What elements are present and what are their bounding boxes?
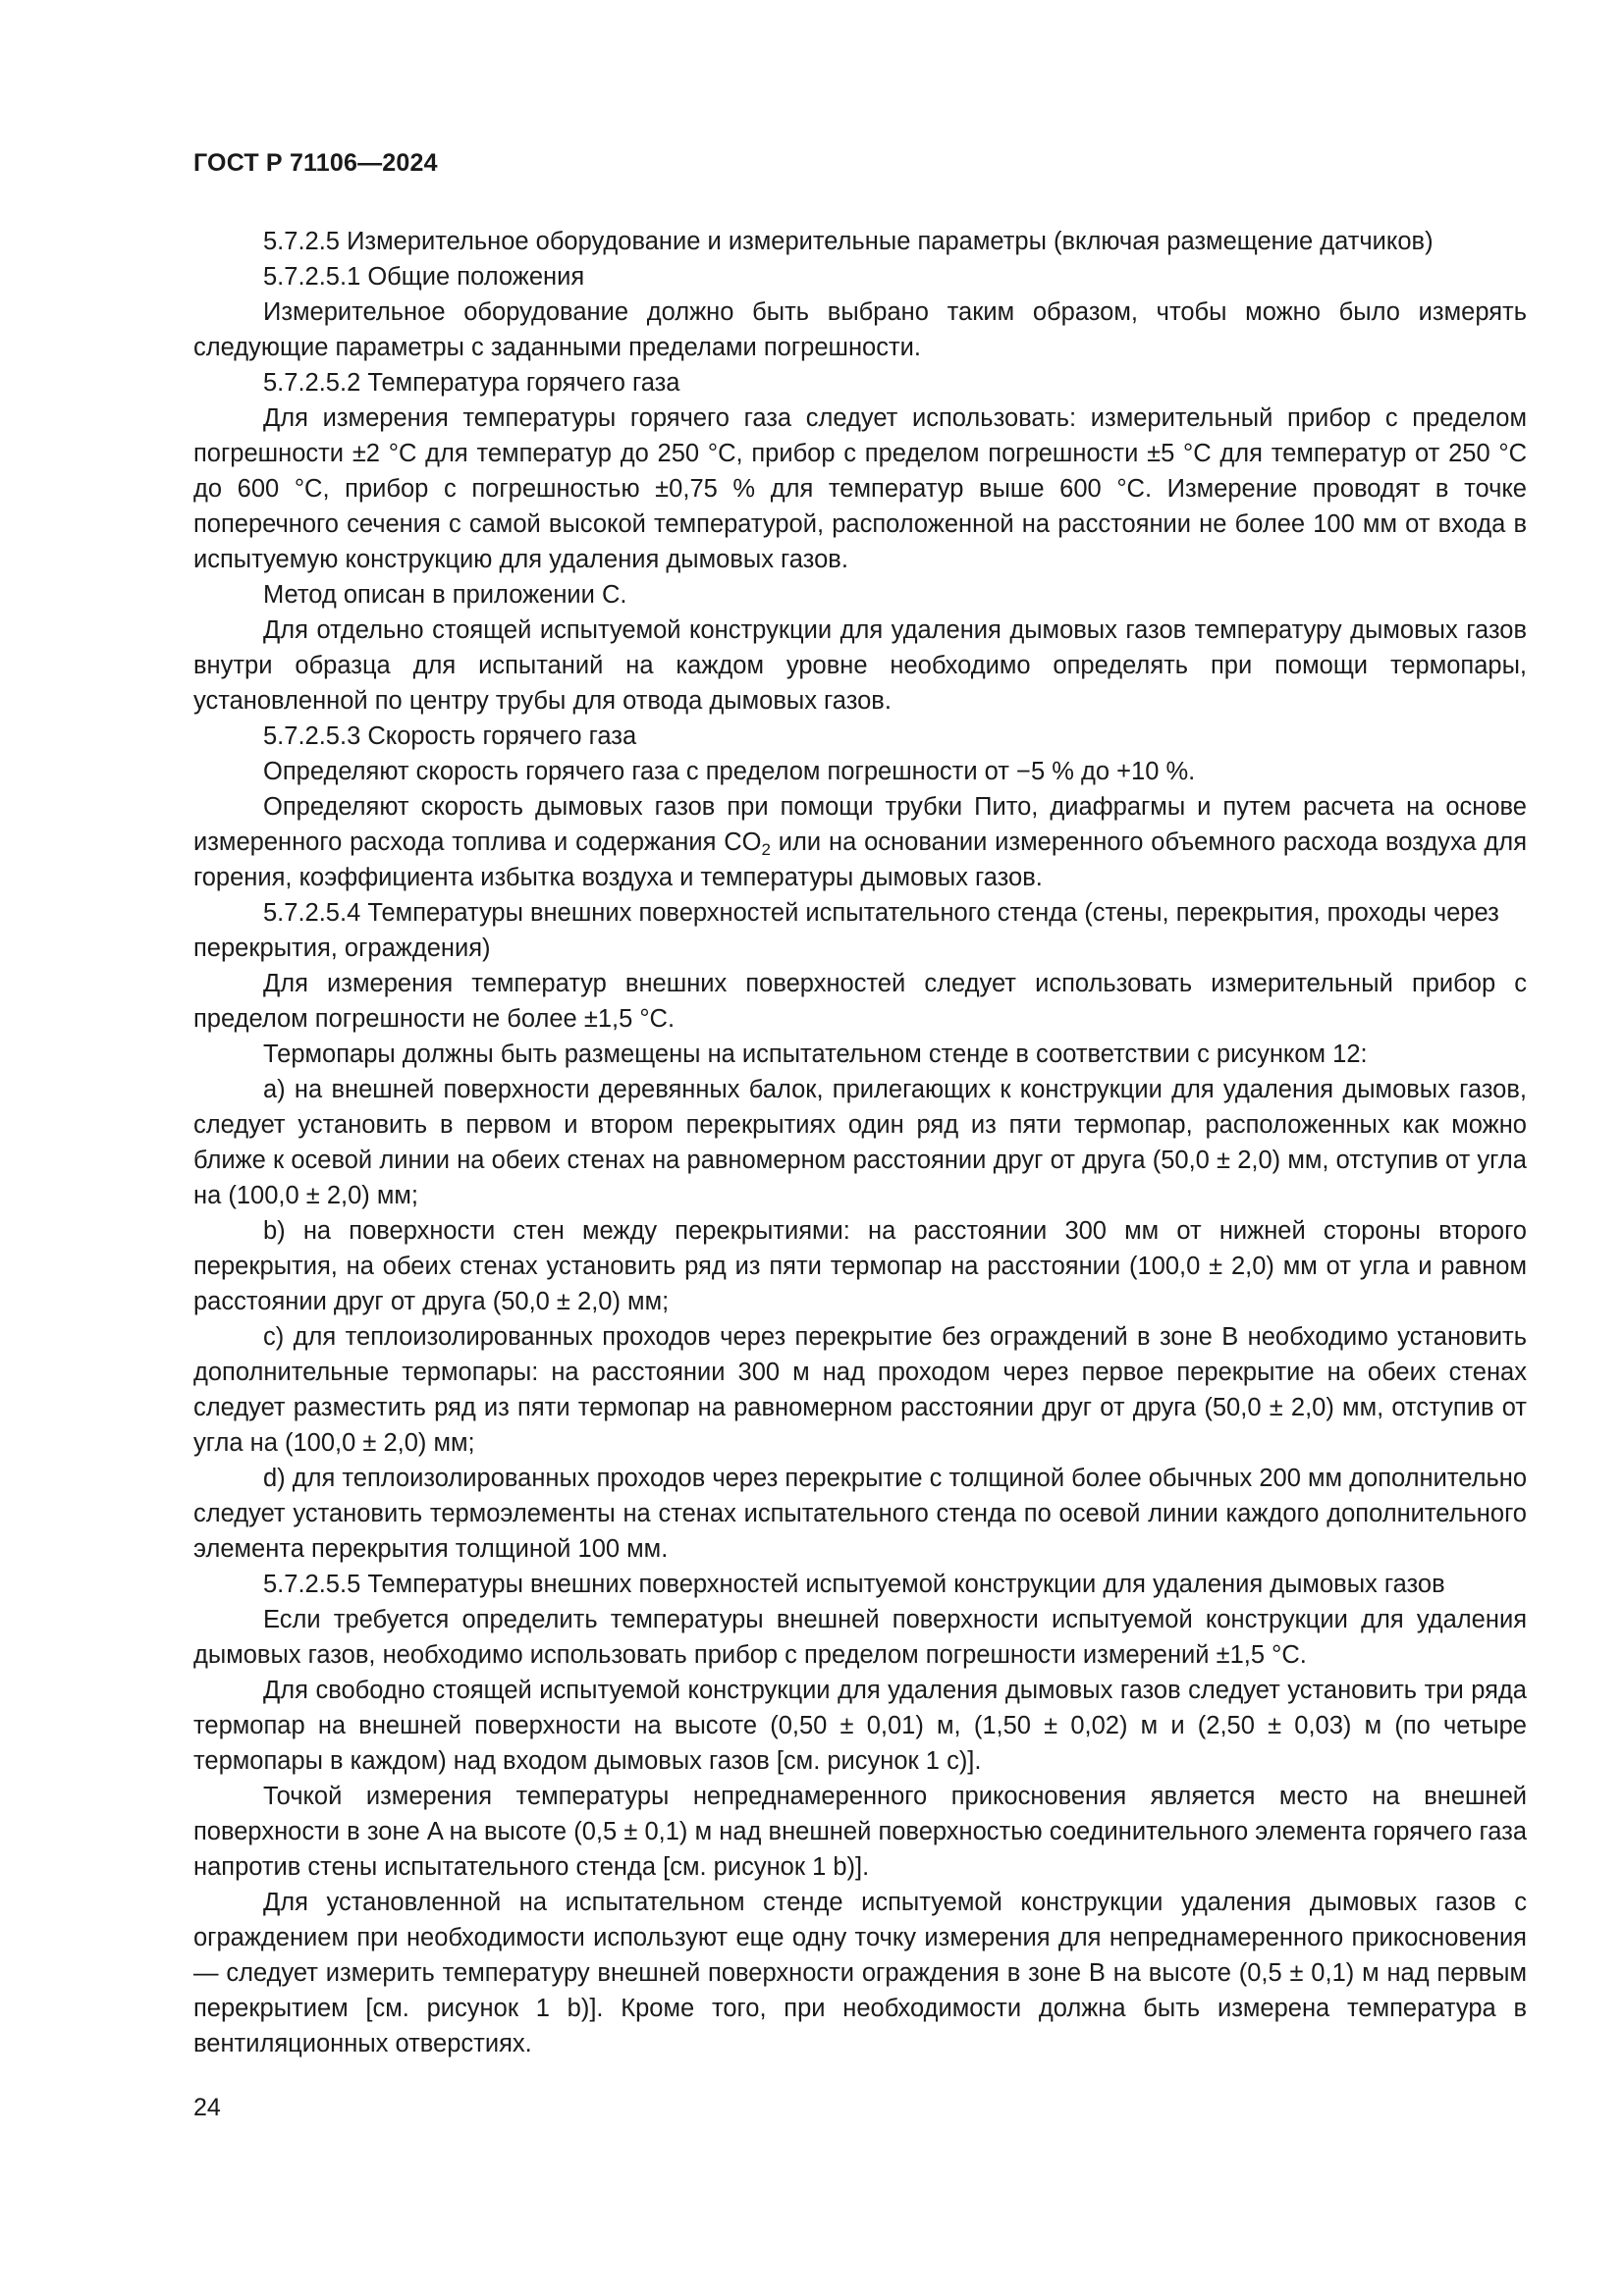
list-item: d) для теплоизолированных проходов через перекрытие с толщиной более обычных 200 мм дополнительно следует установить термоэлементы на стенах испытательного стенда по осевой линии каждого дополнительного элемента перекрытия толщиной 100 мм. [193, 1465, 1527, 1563]
paragraph-text: Определяют скорость дымовых газов при помощи трубки Пито, диафрагмы и путем расчета на основе измеренного расхода топлива и содержания CO [193, 793, 1527, 856]
paragraph: Для измерения температуры горячего газа следует использовать: измерительный прибор с пределом погрешности ±2 °C для температур до 250 °C, прибор с пределом погрешности ±5 °C для температур от 250 °C до 600 °C, прибор с погрешностью ±0,75 % для температур выше 600 °C. Измерение проводят в точке поперечного сечения с самой высокой температурой, расположенной на расстоянии не более 100 мм от входа в испытуемую конструкцию для удаления дымовых газов. [193, 404, 1527, 573]
list-item: c) для теплоизолированных проходов через перекрытие без ограждений в зоне B необходимо установить дополнительные термопары: на расстоянии 300 м над проходом через первое перекрытие на обеих стенах следует разместить ряд из пяти термопар на равномерном расстоянии друг от друга (50,0 ± 2,0) мм, отступив от угла на (100,0 ± 2,0) мм; [193, 1323, 1527, 1457]
paragraph: Точкой измерения температуры непреднамеренного прикосновения является место на внешней поверхности в зоне A на высоте (0,5 ± 0,1) м над внешней поверхностью соединительного элемента горячего газа напротив стены испытательного стенда [см. рисунок 1 b)]. [193, 1783, 1527, 1881]
paragraph: Для установленной на испытательном стенде испытуемой конструкции удаления дымовых газов с ограждением при необходимости используют еще одну точку измерения для непреднамеренного прикосновения — следует измерить температуру внешней поверхности ограждения в зоне B на высоте (0,5 ± 0,1) м над первым перекрытием [см. рисунок 1 b)]. Кроме того, при необходимости должна быть измерена температура в вентиляционных отверстиях. [193, 1889, 1527, 2057]
paragraph: Определяют скорость горячего газа с пределом погрешности от −5 % до +10 %. [263, 758, 1196, 785]
clause-heading: 5.7.2.5.5 Температуры внешних поверхностей испытуемой конструкции для удаления дымовых газов [263, 1571, 1445, 1598]
paragraph: Для отдельно стоящей испытуемой конструкции для удаления дымовых газов температуру дымовых газов внутри образца для испытаний на каждом уровне необходимо определять при помощи термопары, установленной по центру трубы для отвода дымовых газов. [193, 616, 1527, 715]
page-number: 24 [193, 2094, 221, 2121]
clause-heading: 5.7.2.5.3 Скорость горячего газа [263, 722, 637, 750]
paragraph: Если требуется определить температуры внешней поверхности испытуемой конструкции для удаления дымовых газов, необходимо использовать прибор с пределом погрешности измерений ±1,5 °C. [193, 1606, 1527, 1669]
clause-heading: 5.7.2.5.4 Температуры внешних поверхностей испытательного стенда (стены, перекрытия, проходы через перекрытия, ограждения) [193, 899, 1499, 962]
paragraph: Метод описан в приложении С. [263, 581, 627, 609]
clause-heading: 5.7.2.5 Измерительное оборудование и измерительные параметры (включая размещение датчиков) [263, 228, 1434, 255]
paragraph [193, 789, 1527, 895]
paragraph: Измерительное оборудование должно быть выбрано таким образом, чтобы можно было измерять следующие параметры с заданными пределами погрешности. [193, 298, 1527, 361]
list-item: a) на внешней поверхности деревянных балок, прилегающих к конструкции для удаления дымовых газов, следует установить в первом и втором перекрытиях один ряд из пяти термопар, расположенных как можно ближе к осевой линии на обеих стенах на равномерном расстоянии друг от друга (50,0 ± 2,0) мм, отступив от угла на (100,0 ± 2,0) мм; [193, 1076, 1527, 1209]
document-header: ГОСТ Р 71106—2024 [193, 149, 438, 177]
paragraph-text: или на основании измеренного объемного расхода воздуха для горения, коэффициента избытка воздуха и температуры дымовых газов. [193, 828, 1527, 891]
clause-heading: 5.7.2.5.1 Общие положения [263, 263, 585, 291]
subscript: 2 [761, 840, 771, 859]
paragraph: Термопары должны быть размещены на испытательном стенде в соответствии с рисунком 12: [263, 1041, 1368, 1068]
paragraph: Для измерения температур внешних поверхностей следует использовать измерительный прибор с пределом погрешности не более ±1,5 °C. [193, 970, 1527, 1033]
list-item: b) на поверхности стен между перекрытиями: на расстоянии 300 мм от нижней стороны второго перекрытия, на обеих стенах установить ряд из пяти термопар на расстоянии (100,0 ± 2,0) мм от угла и равном расстоянии друг от друга (50,0 ± 2,0) мм; [193, 1217, 1527, 1315]
document-body [193, 224, 1527, 2061]
paragraph: Для свободно стоящей испытуемой конструкции для удаления дымовых газов следует установить три ряда термопар на внешней поверхности на высоте (0,50 ± 0,01) м, (1,50 ± 0,02) м и (2,50 ± 0,03) м (по четыре термопары в каждом) над входом дымовых газов [см. рисунок 1 c)]. [193, 1677, 1527, 1775]
clause-heading: 5.7.2.5.2 Температура горячего газа [263, 369, 680, 397]
